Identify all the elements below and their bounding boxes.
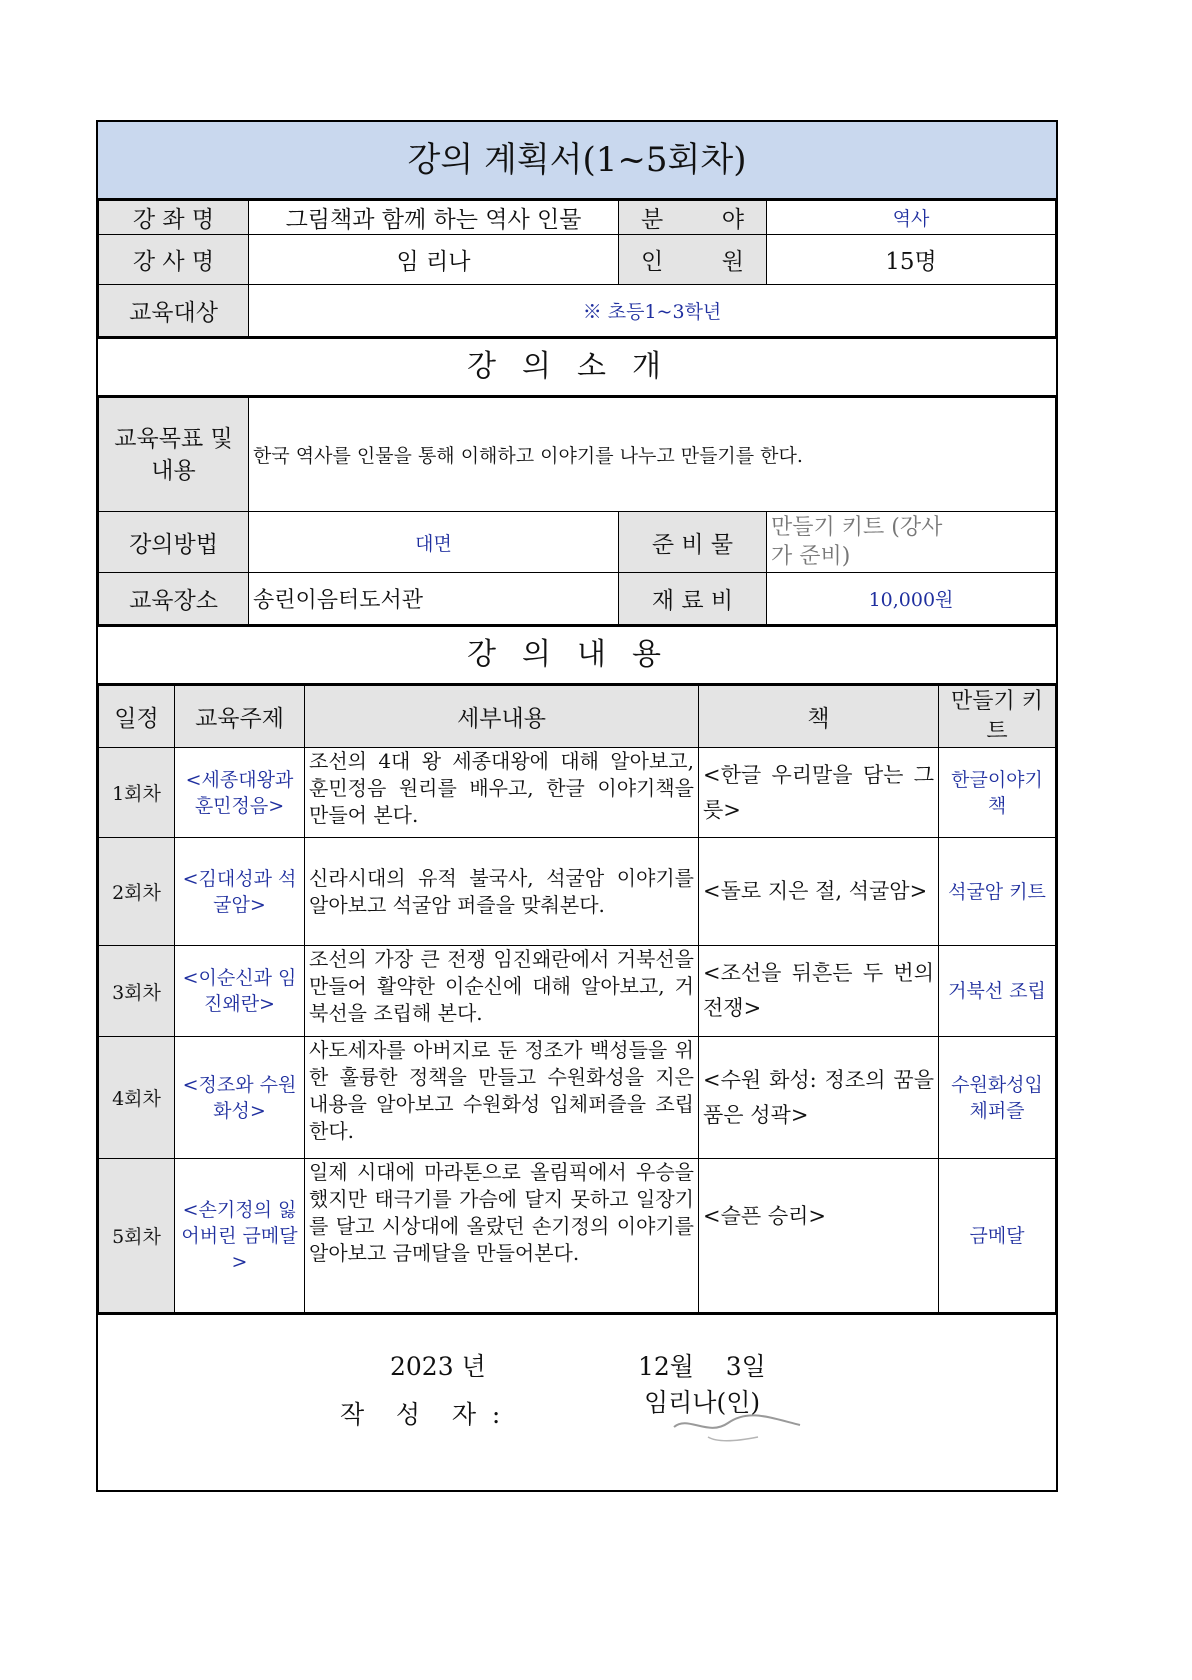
course-name-label: 강 좌 명 xyxy=(99,201,249,235)
instructor-value: 임 리나 xyxy=(249,235,619,285)
header-session: 일정 xyxy=(99,686,175,748)
content-section-title: 강의내용 xyxy=(98,625,1056,685)
course-info-table xyxy=(98,200,1056,337)
detail-cell: 일제 시대에 마라톤으로 올림픽에서 우승을 했지만 태극기를 가슴에 달지 못하고 일장기를 달고 시상대에 올랐던 손기정의 이야기를 알아보고 금메달을 만들어본다. xyxy=(305,1159,699,1313)
kit-cell: 석굴암 키트 xyxy=(939,838,1056,946)
header-topic: 교육주제 xyxy=(175,686,305,748)
lecture-plan-document xyxy=(96,120,1058,1492)
target-value: ※ 초등1~3학년 xyxy=(249,285,1056,337)
table-row xyxy=(99,1037,1056,1159)
kit-cell: 거북선 조립 xyxy=(939,946,1056,1037)
headcount-label: 인 원 xyxy=(619,235,767,285)
goal-label: 교육목표 및 내용 xyxy=(99,398,249,512)
headcount-value: 15명 xyxy=(767,235,1056,285)
topic-cell: <정조와 수원화성> xyxy=(175,1037,305,1159)
signature-section xyxy=(98,1313,1056,1490)
kit-cell: 한글이야기책 xyxy=(939,748,1056,838)
book-cell: <슬픈 승리> xyxy=(699,1159,939,1313)
prep-label: 준 비 물 xyxy=(619,512,767,573)
session-cell: 2회차 xyxy=(99,838,175,946)
prep-value: 만들기 키트 (강사가 준비) xyxy=(767,512,1056,573)
detail-cell: 조선의 가장 큰 전쟁 임진왜란에서 거북선을 만들어 활약한 이순신에 대해 알아보고, 거북선을 조립해 본다. xyxy=(305,946,699,1037)
signature-mark xyxy=(668,1407,808,1457)
session-cell: 5회차 xyxy=(99,1159,175,1313)
intro-section-title: 강의소개 xyxy=(98,337,1056,397)
intro-table xyxy=(98,397,1056,625)
footer-year: 2023 년 xyxy=(390,1352,486,1381)
header-detail: 세부내용 xyxy=(305,686,699,748)
material-value: 10,000원 xyxy=(767,573,1056,625)
book-cell: <한글 우리말을 담는 그릇> xyxy=(699,748,939,838)
footer-date: 12월 3일 xyxy=(638,1352,766,1381)
place-value: 송린이음터도서관 xyxy=(249,573,619,625)
course-name-value: 그림책과 함께 하는 역사 인물 xyxy=(249,201,619,235)
topic-cell: <김대성과 석굴암> xyxy=(175,838,305,946)
material-label: 재 료 비 xyxy=(619,573,767,625)
topic-cell: <이순신과 임진왜란> xyxy=(175,946,305,1037)
method-label: 강의방법 xyxy=(99,512,249,573)
instructor-label: 강 사 명 xyxy=(99,235,249,285)
detail-cell: 조선의 4대 왕 세종대왕에 대해 알아보고, 훈민정음 원리를 배우고, 한글 이야기책을 만들어 본다. xyxy=(305,748,699,838)
method-value: 대면 xyxy=(249,512,619,573)
session-cell: 3회차 xyxy=(99,946,175,1037)
table-row xyxy=(99,838,1056,946)
table-row xyxy=(99,946,1056,1037)
header-kit: 만들기 키트 xyxy=(939,686,1056,748)
detail-cell: 신라시대의 유적 불국사, 석굴암 이야기를 알아보고 석굴암 퍼즐을 맞춰본다. xyxy=(305,838,699,946)
session-cell: 4회차 xyxy=(99,1037,175,1159)
topic-cell: <세종대왕과 훈민정음> xyxy=(175,748,305,838)
author-value: 임리나(인) xyxy=(644,1388,761,1417)
topic-cell: <손기정의 잃어버린 금메달> xyxy=(175,1159,305,1313)
schedule-table xyxy=(98,685,1056,1313)
book-cell: <수원 화성: 정조의 꿈을 품은 성곽> xyxy=(699,1037,939,1159)
header-book: 책 xyxy=(699,686,939,748)
kit-cell: 금메달 xyxy=(939,1159,1056,1313)
author-label: 작 성 자 : xyxy=(340,1400,501,1429)
document-title: 강의 계획서(1~5회차) xyxy=(98,122,1056,200)
table-row xyxy=(99,748,1056,838)
field-label: 분 야 xyxy=(619,201,767,235)
field-value: 역사 xyxy=(767,201,1056,235)
kit-cell: 수원화성입체퍼즐 xyxy=(939,1037,1056,1159)
goal-value: 한국 역사를 인물을 통해 이해하고 이야기를 나누고 만들기를 한다. xyxy=(249,398,1056,512)
table-row xyxy=(99,1159,1056,1313)
place-label: 교육장소 xyxy=(99,573,249,625)
target-label: 교육대상 xyxy=(99,285,249,337)
book-cell: <조선을 뒤흔든 두 번의 전쟁> xyxy=(699,946,939,1037)
session-cell: 1회차 xyxy=(99,748,175,838)
detail-cell: 사도세자를 아버지로 둔 정조가 백성들을 위한 훌륭한 정책을 만들고 수원화성을 지은 내용을 알아보고 수원화성 입체퍼즐을 조립한다. xyxy=(305,1037,699,1159)
book-cell: <돌로 지은 절, 석굴암> xyxy=(699,838,939,946)
